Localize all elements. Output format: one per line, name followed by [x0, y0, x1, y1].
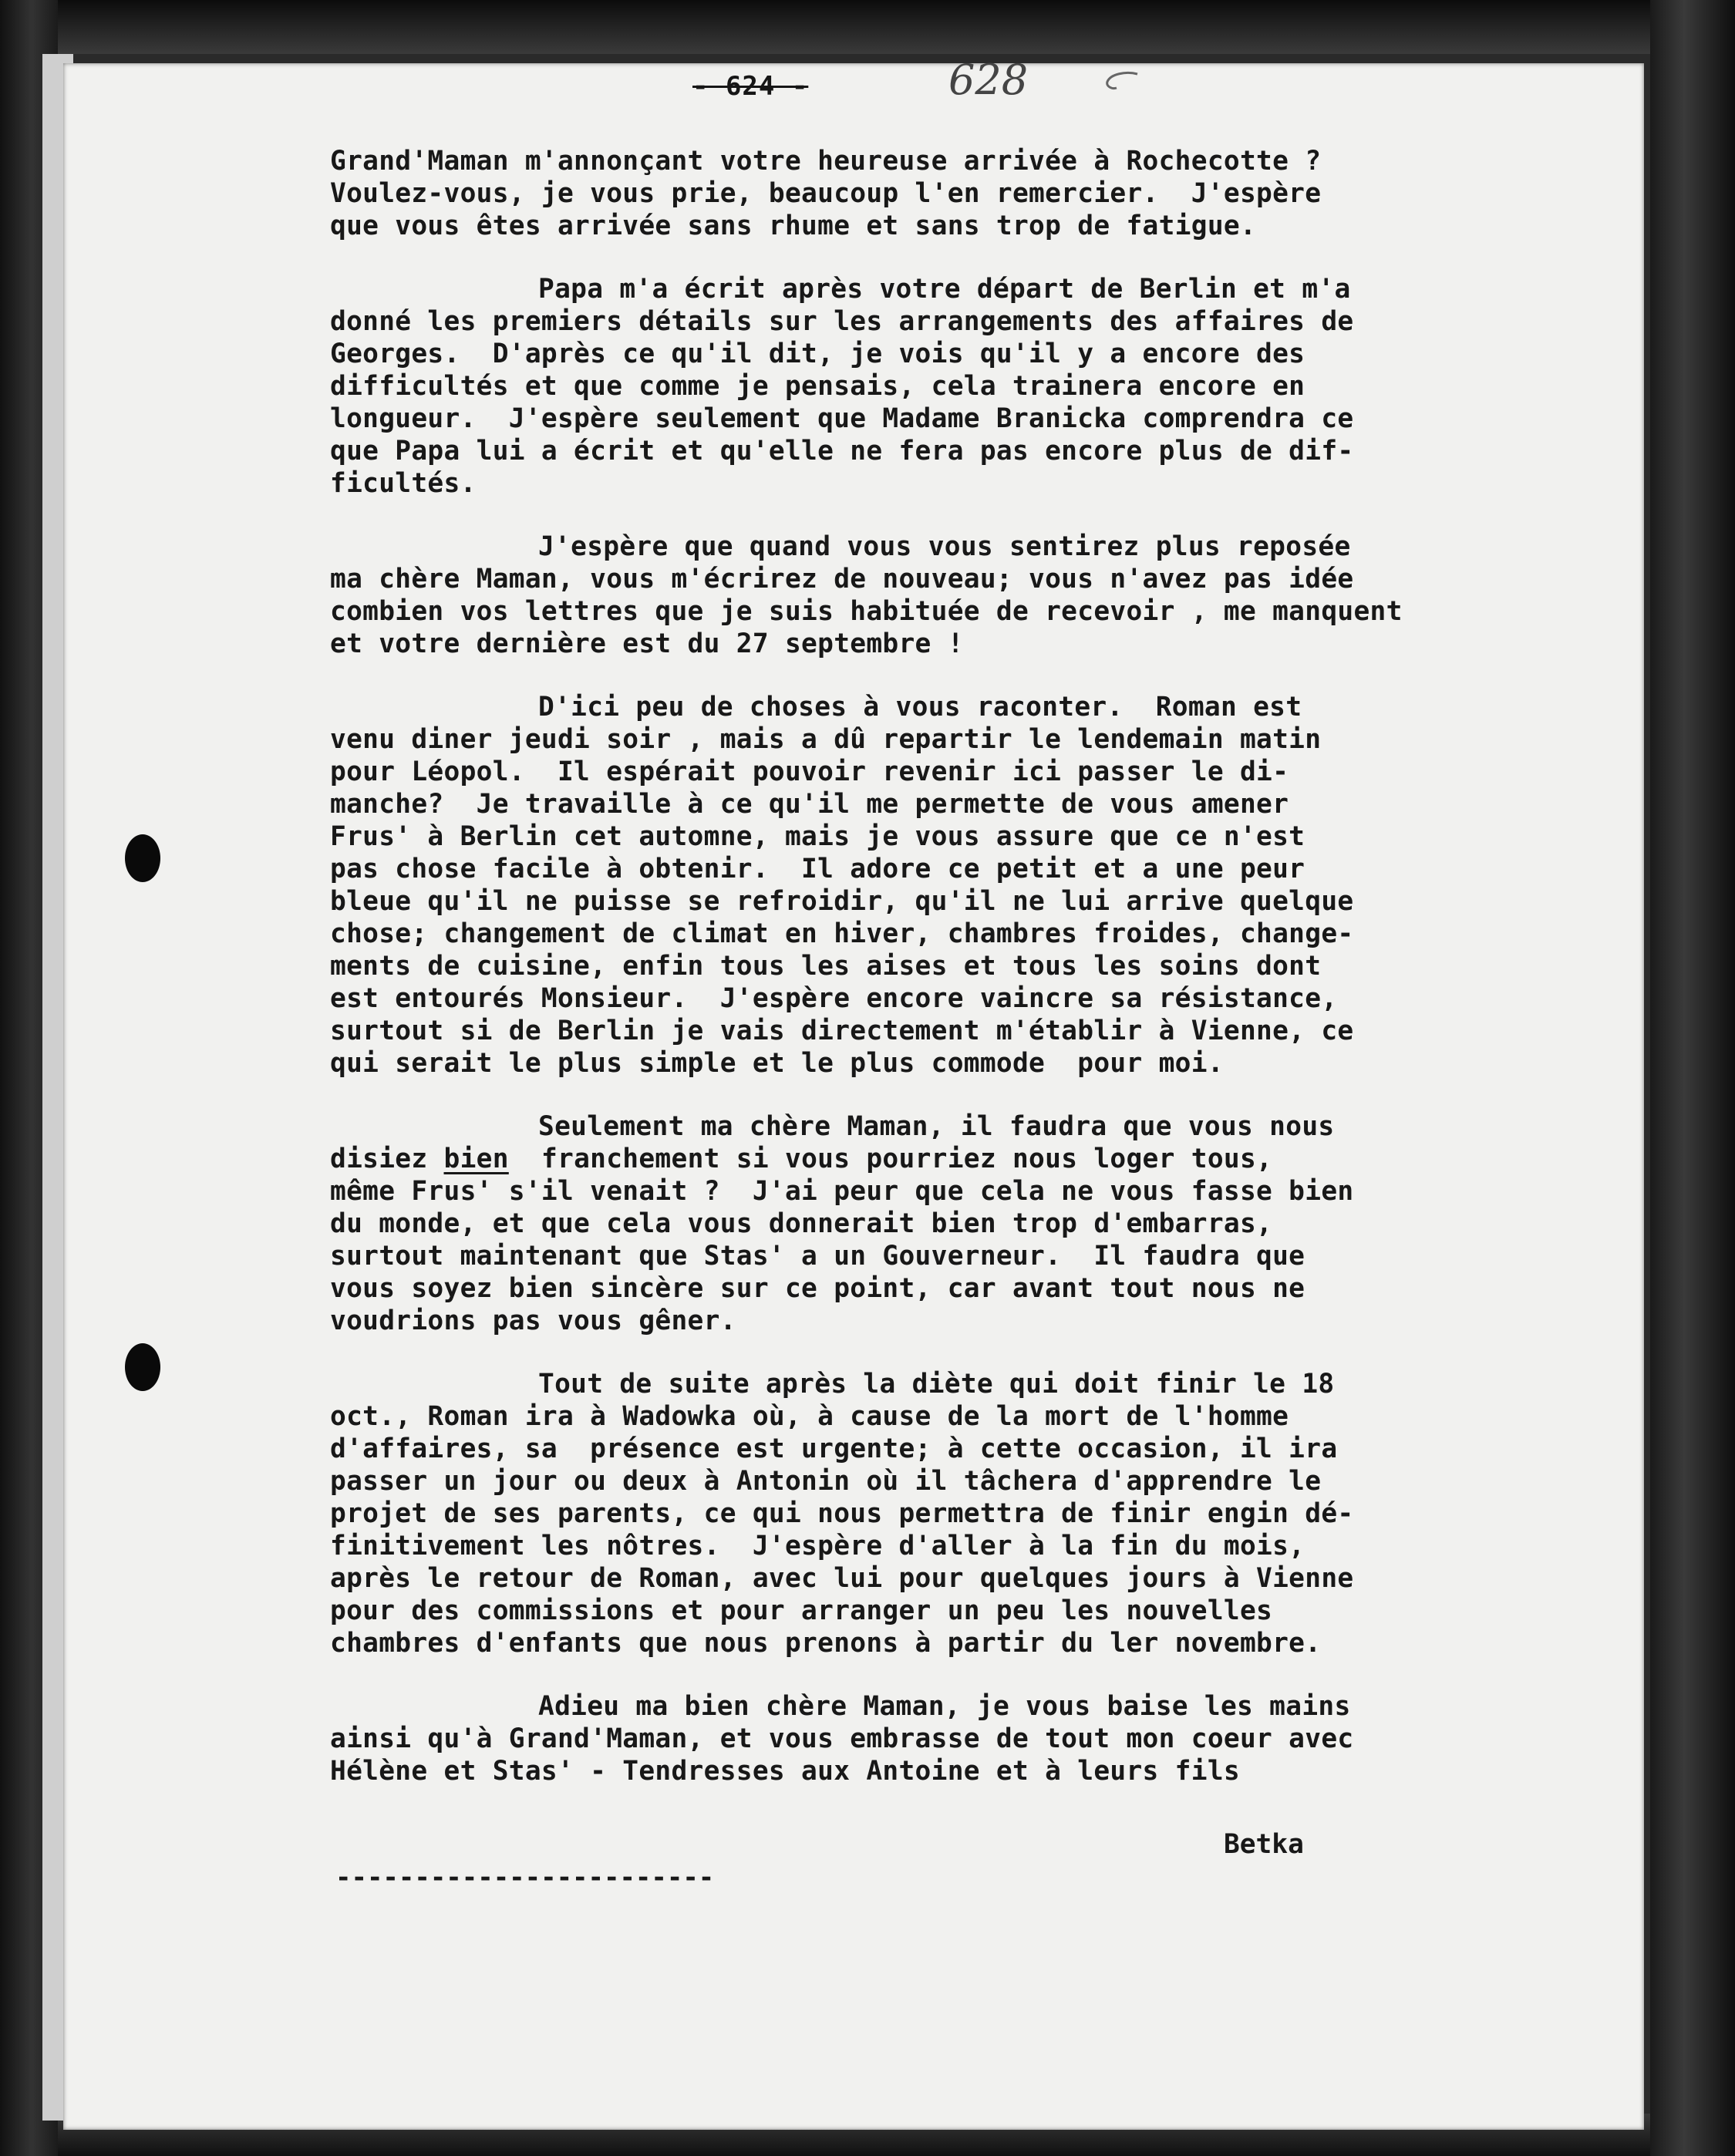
text-line: du monde, et que cela vous donnerait bien trop d'embarras, — [330, 1208, 1273, 1239]
text-line: passer un jour ou deux à Antonin où il tâchera d'apprendre le — [330, 1466, 1322, 1497]
page-number: - 624 - — [692, 71, 809, 102]
text-line: pas chose facile à obtenir. Il adore ce petit et a une peur — [330, 854, 1305, 884]
pencil-mark-icon — [1103, 69, 1141, 93]
punch-hole — [125, 834, 160, 882]
text-line: longueur. J'espère seulement que Madame Branicka comprendra ce — [330, 403, 1354, 434]
text-line: vous soyez bien sincère sur ce point, car avant tout nous ne — [330, 1273, 1305, 1304]
text-line: chose; changement de climat en hiver, chambres froides, change- — [330, 918, 1354, 949]
text-line: Georges. D'après ce qu'il dit, je vois qu'il y a encore des — [330, 339, 1305, 369]
text-line: oct., Roman ira à Wadowka où, à cause de la mort de l'homme — [330, 1401, 1289, 1432]
letter-body — [330, 145, 1672, 1787]
punch-hole — [125, 1343, 160, 1391]
handwritten-page-number: 628 — [948, 56, 1029, 104]
signature: Betka — [1224, 1829, 1304, 1860]
text-line: que vous êtes arrivée sans rhume et sans trop de fatigue. — [330, 211, 1257, 241]
text-line: finitivement les nôtres. J'espère d'aller à la fin du mois, — [330, 1531, 1305, 1561]
scan-edge-top — [0, 0, 1735, 54]
text-line: pour Léopol. Il espérait pouvoir revenir ici passer le di- — [330, 756, 1289, 787]
text-line: Adieu ma bien chère Maman, je vous baise les mains — [538, 1691, 1351, 1722]
text-line: Seulement ma chère Maman, il faudra que vous nous — [538, 1111, 1335, 1142]
text-line: après le retour de Roman, avec lui pour quelques jours à Vienne — [330, 1563, 1354, 1594]
text-segment: franchement si vous pourriez nous loger tous, — [508, 1144, 1273, 1174]
text-line: donné les premiers détails sur les arrangements des affaires de — [330, 306, 1354, 337]
text-line: J'espère que quand vous vous sentirez plus reposée — [538, 531, 1351, 562]
text-line: Frus' à Berlin cet automne, mais je vous assure que ce n'est — [330, 821, 1305, 852]
text-line: Papa m'a écrit après votre départ de Berlin et m'a — [538, 274, 1351, 305]
text-line: surtout si de Berlin je vais directement m'établir à Vienne, ce — [330, 1016, 1354, 1046]
text-line: même Frus' s'il venait ? J'ai peur que cela ne vous fasse bien — [330, 1176, 1354, 1207]
text-line: d'affaires, sa présence est urgente; à cette occasion, il ira — [330, 1433, 1338, 1464]
text-line: ma chère Maman, vous m'écrirez de nouveau; vous n'avez pas idée — [330, 564, 1354, 595]
text-line: Voulez-vous, je vous prie, beaucoup l'en remercier. J'espère — [330, 178, 1322, 209]
text-line: Tout de suite après la diète qui doit finir le 18 — [538, 1369, 1335, 1400]
text-line: et votre dernière est du 27 septembre ! — [330, 628, 964, 659]
text-line: est entourés Monsieur. J'espère encore vaincre sa résistance, — [330, 983, 1338, 1014]
text-line: ficultés. — [330, 468, 477, 499]
text-line: voudrions pas vous gêner. — [330, 1305, 736, 1336]
text-line: pour des commissions et pour arranger un peu les nouvelles — [330, 1595, 1273, 1626]
separator-line: ------------------------ — [335, 1862, 715, 1893]
text-line: D'ici peu de choses à vous raconter. Roman est — [538, 692, 1302, 723]
text-line: ments de cuisine, enfin tous les aises et tous les soins dont — [330, 951, 1322, 982]
text-line: surtout maintenant que Stas' a un Gouverneur. Il faudra que — [330, 1241, 1305, 1272]
text-line: chambres d'enfants que nous prenons à partir du ler novembre. — [330, 1628, 1322, 1659]
text-line: ainsi qu'à Grand'Maman, et vous embrasse de tout mon coeur avec — [330, 1723, 1354, 1754]
text-line: manche? Je travaille à ce qu'il me permette de vous amener — [330, 789, 1289, 820]
text-segment: disiez — [330, 1144, 444, 1174]
text-line: combien vos lettres que je suis habituée de recevoir , me manquent — [330, 596, 1403, 627]
text-line: qui serait le plus simple et le plus commode pour moi. — [330, 1048, 1224, 1079]
text-line: bleue qu'il ne puisse se refroidir, qu'il ne lui arrive quelque — [330, 886, 1354, 917]
text-line — [330, 1143, 1672, 1175]
text-line: Grand'Maman m'annonçant votre heureuse arrivée à Rochecotte ? — [330, 146, 1322, 177]
text-line: projet de ses parents, ce qui nous permettra de finir engin dé- — [330, 1498, 1354, 1529]
text-line: Hélène et Stas' - Tendresses aux Antoine et à leurs fils — [330, 1756, 1240, 1787]
text-line: difficultés et que comme je pensais, cela trainera encore en — [330, 371, 1305, 402]
underlined-word: bien — [443, 1144, 509, 1174]
text-line: que Papa lui a écrit et qu'elle ne fera pas encore plus de dif- — [330, 436, 1354, 467]
text-line: venu diner jeudi soir , mais a dû repartir le lendemain matin — [330, 724, 1322, 755]
